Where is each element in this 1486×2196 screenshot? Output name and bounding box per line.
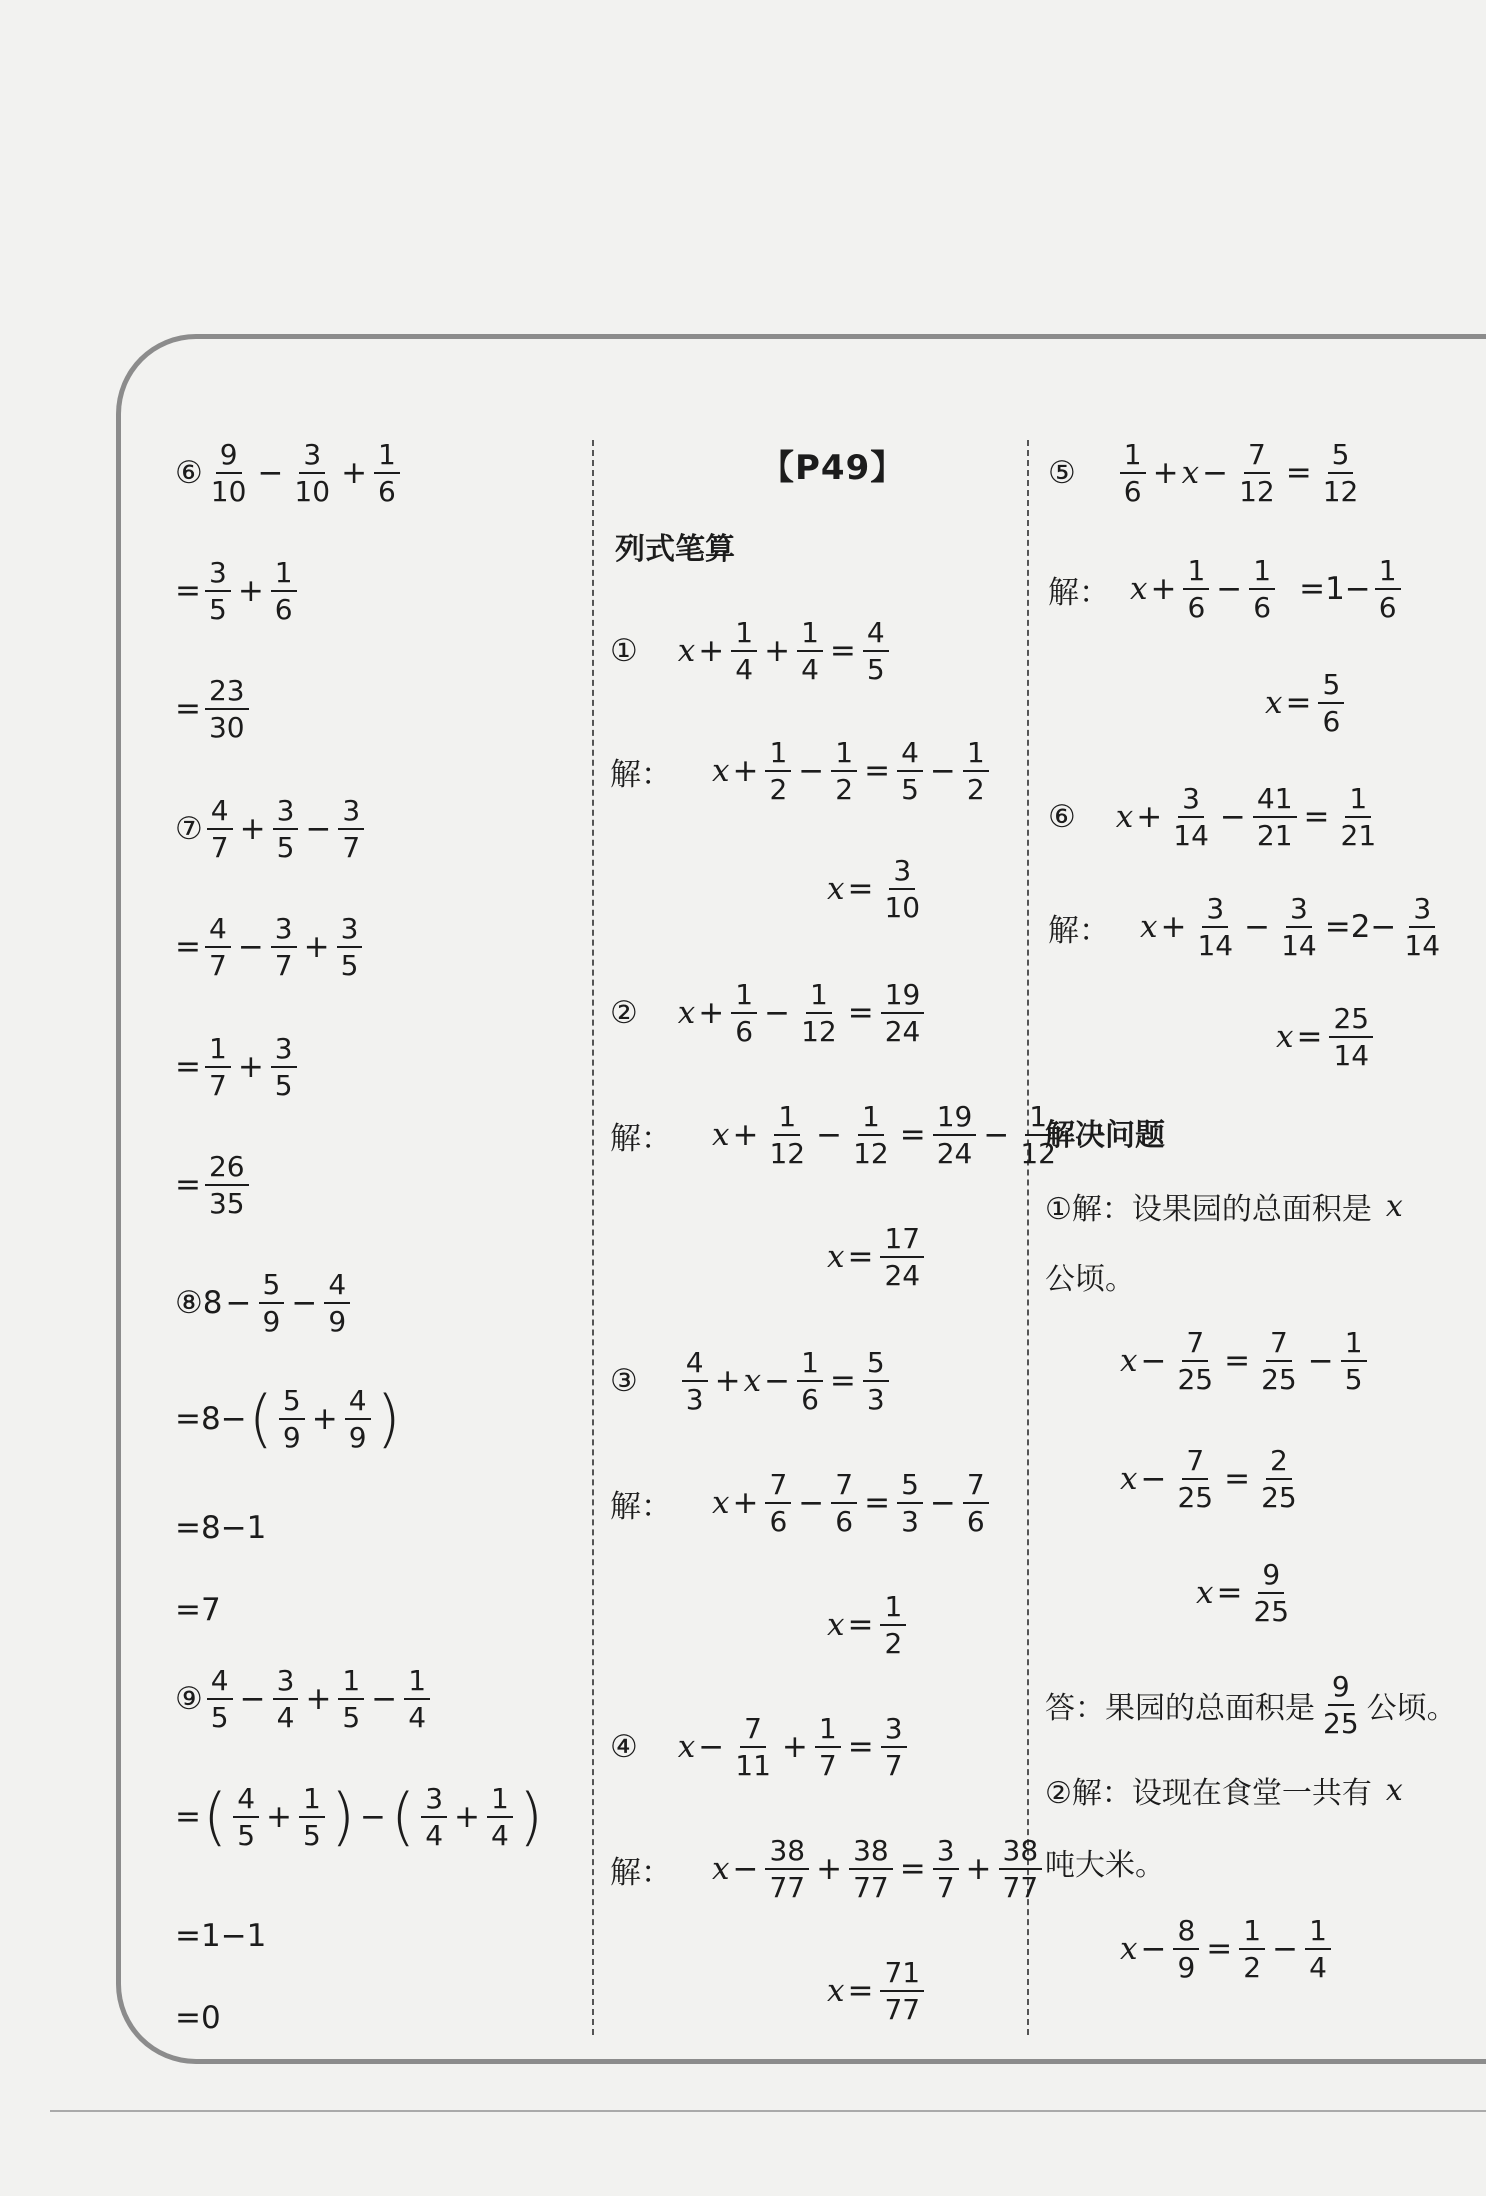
fraction: $\frac{3}{4}$: [273, 1666, 299, 1733]
step-line: =1−1: [175, 1918, 267, 1954]
fraction: $\frac{3}{5}$: [205, 558, 231, 625]
fraction: $\frac{3}{4}$: [421, 1784, 447, 1851]
answer-6: x = $\frac{25}{14}$: [1276, 1004, 1377, 1071]
problem-6: ⑥ $\frac{9}{10}$ − $\frac{3}{10}$ + $\frac{1}{6}$: [175, 440, 404, 507]
word-eq-1: x − $\frac{7}{25}$ = $\frac{7}{25}$ − $\frac{1}{5}$: [1120, 1328, 1371, 1395]
problem-9: ⑨ $\frac{4}{5}$ − $\frac{3}{4}$ + $\frac{1}{5}$ − $\frac{1}{4}$: [175, 1666, 434, 1733]
step-line: = $\frac{23}{30}$: [175, 676, 253, 743]
fraction: $\frac{4}{7}$: [205, 914, 231, 981]
fraction: $\frac{1}{4}$: [487, 1784, 513, 1851]
section-heading: 列式笔算: [615, 532, 735, 567]
fraction: $\frac{3}{5}$: [273, 796, 299, 863]
equation-5: ⑤ $\frac{1}{6}$ + x − $\frac{7}{12}$ = $\frac{5}{12}$: [1048, 438, 1359, 509]
problem-7: ⑦ $\frac{4}{7}$ + $\frac{3}{5}$ − $\frac{3}{7}$: [175, 796, 368, 863]
equation-2: ② x + $\frac{1}{6}$ − $\frac{1}{12}$ = $\frac{19}{24}$: [610, 980, 928, 1047]
fraction: $\frac{9}{10}$: [210, 438, 247, 509]
answer-text-1: 答：果园的总面积是 $\frac{9}{25}$ 公顷。: [1045, 1670, 1457, 1741]
step-line: = $\frac{1}{7}$ + $\frac{3}{5}$: [175, 1034, 301, 1101]
fraction: $\frac{3}{10}$: [294, 438, 331, 509]
fraction: $\frac{3}{5}$: [337, 914, 363, 981]
equation-3: ③ $\frac{4}{3}$ + x − $\frac{1}{6}$ = $\frac{5}{3}$: [610, 1348, 893, 1415]
fraction: $\frac{23}{30}$: [205, 676, 249, 743]
problem-text-1-cont: 公顷。: [1045, 1262, 1135, 1297]
answer-1: x = $\frac{3}{10}$: [827, 854, 921, 925]
problem-label: ⑦: [175, 811, 203, 848]
answer-2: x = $\frac{17}{24}$: [827, 1224, 928, 1291]
problem-text-1: ①解：设果园的总面积是 x: [1045, 1188, 1403, 1227]
answer-4: x = $\frac{71}{77}$: [827, 1958, 928, 2025]
step-line: = $\frac{3}{5}$ + $\frac{1}{6}$: [175, 558, 301, 625]
step-line: =0: [175, 2000, 221, 2036]
fraction: $\frac{1}{6}$: [374, 440, 400, 507]
fraction: $\frac{3}{5}$: [271, 1034, 297, 1101]
step-line: = ( $\frac{4}{5}$ + $\frac{1}{5}$ ) − ( $\frac{3}{4}$ + $\frac{1}{4}$ ): [175, 1780, 544, 1854]
step-line: = $\frac{26}{35}$: [175, 1152, 253, 1219]
fraction: $\frac{3}{7}$: [271, 914, 297, 981]
fraction: $\frac{4}{9}$: [324, 1270, 350, 1337]
word-eq-2: x − $\frac{7}{25}$ = $\frac{2}{25}$: [1120, 1444, 1297, 1515]
solution-5: 解： x + $\frac{1}{6}$ − $\frac{1}{6}$ =1− $\frac{1}{6}$: [1048, 556, 1405, 623]
fraction: $\frac{4}{7}$: [207, 796, 233, 863]
fraction: $\frac{5}{9}$: [259, 1270, 285, 1337]
answer-3: x = $\frac{1}{2}$: [827, 1592, 910, 1659]
solution-2: 解： x + $\frac{1}{12}$ − $\frac{1}{12}$ = $\frac{19}{24}$ − $\frac{1}{12}$: [610, 1100, 1056, 1171]
word-eq-4: x − $\frac{8}{9}$ = $\frac{1}{2}$ − $\frac{1}{4}$: [1120, 1916, 1335, 1983]
column-divider-right: [1027, 440, 1029, 2035]
problem-text-2: ②解：设现在食堂一共有 x: [1045, 1772, 1403, 1811]
column-right: [1040, 440, 1480, 2026]
column-middle: [605, 440, 1056, 2027]
problem-text-2-cont: 吨大米。: [1045, 1848, 1165, 1883]
problem-label: ⑨: [175, 1681, 203, 1718]
problem-8: ⑧8 − $\frac{5}{9}$ − $\frac{4}{9}$: [175, 1270, 354, 1337]
column-divider-left: [592, 440, 594, 2035]
step-line: =8−1: [175, 1510, 267, 1546]
equation-6: ⑥ x + $\frac{3}{14}$ − $\frac{41}{21}$ = $\frac{1}{21}$: [1048, 782, 1377, 853]
problem-label: ⑧8: [175, 1285, 223, 1322]
fraction: $\frac{4}{9}$: [345, 1386, 371, 1453]
step-line: = $\frac{4}{7}$ − $\frac{3}{7}$ + $\frac{3}{5}$: [175, 914, 366, 981]
fraction: $\frac{1}{5}$: [299, 1784, 325, 1851]
fraction: $\frac{4}{5}$: [233, 1784, 259, 1851]
solution-3: 解： x + $\frac{7}{6}$ − $\frac{7}{6}$ = $\frac{5}{3}$ − $\frac{7}{6}$: [610, 1470, 993, 1537]
fraction: $\frac{5}{9}$: [279, 1386, 305, 1453]
word-eq-3: x = $\frac{9}{25}$: [1196, 1558, 1290, 1629]
fraction: $\frac{3}{7}$: [338, 796, 364, 863]
problem-label: ⑥: [175, 455, 203, 492]
solution-4: 解： x − $\frac{38}{77}$ + $\frac{38}{77}$ = $\frac{3}{7}$ + $\frac{38}{77}$: [610, 1836, 1046, 1903]
equation-1: ① x + $\frac{1}{4}$ + $\frac{1}{4}$ = $\frac{4}{5}$: [610, 618, 893, 685]
solution-6: 解： x + $\frac{3}{14}$ − $\frac{3}{14}$ =2− $\frac{3}{14}$: [1048, 892, 1441, 963]
fraction: $\frac{1}{7}$: [205, 1034, 231, 1101]
fraction: $\frac{1}{4}$: [404, 1666, 430, 1733]
page-number-tag: 【P49】: [760, 448, 906, 488]
bottom-rule: [50, 2110, 1486, 2112]
solution-1: 解： x + $\frac{1}{2}$ − $\frac{1}{2}$ = $\frac{4}{5}$ − $\frac{1}{2}$: [610, 738, 993, 805]
equation-4: ④ x − $\frac{7}{11}$ + $\frac{1}{7}$ = $\frac{3}{7}$: [610, 1714, 911, 1781]
answer-5: x = $\frac{5}{6}$: [1265, 670, 1348, 737]
section-heading: 解决问题: [1045, 1118, 1165, 1153]
fraction: $\frac{1}{5}$: [338, 1666, 364, 1733]
step-line: =8− ( $\frac{5}{9}$ + $\frac{4}{9}$ ): [175, 1382, 401, 1456]
fraction: $\frac{26}{35}$: [205, 1152, 249, 1219]
fraction: $\frac{4}{5}$: [207, 1666, 233, 1733]
step-line: =7: [175, 1592, 221, 1628]
fraction: $\frac{1}{6}$: [271, 558, 297, 625]
column-left: [175, 438, 575, 2036]
